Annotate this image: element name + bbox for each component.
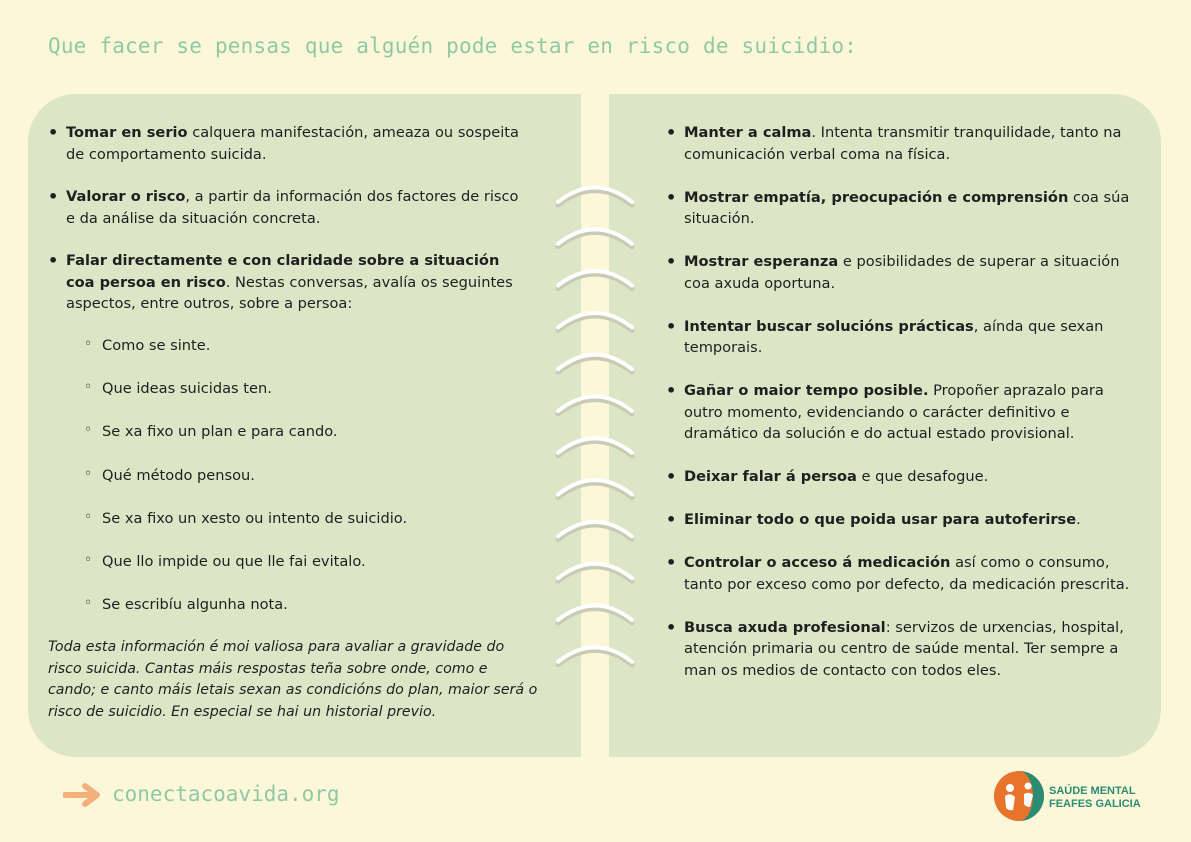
right-panel [609, 94, 1161, 757]
list-item: • Tomar en serio calquera manifestación, ameaza ou sospeita de comportamento suicida. [48, 122, 523, 165]
list-item: • Intentar buscar solucións prácticas, aínda que sexan temporais. [666, 316, 1136, 359]
left-panel [28, 94, 581, 757]
binding-ring [558, 397, 632, 415]
list-item: • Manter a calma. Intenta transmitir tranquilidade, tanto na comunicación verbal coma na física. [666, 122, 1136, 165]
binding-ring [558, 438, 632, 456]
binding-ring [558, 564, 632, 582]
binding-ring [558, 647, 632, 665]
page-title: Que facer se pensas que alguén pode estar en risco de suicidio: [48, 34, 858, 58]
feafes-logo-icon [993, 770, 1045, 822]
list-item: • Mostrar esperanza e posibilidades de superar a situación coa axuda oportuna. [666, 251, 1136, 294]
binding-ring [558, 271, 632, 289]
list-item: • Busca axuda profesional: servizos de urxencias, hospital, atención primaria ou centro de saúde mental. Ter sempre a man os medios de contacto con todos eles. [666, 617, 1136, 682]
sublist-item: ◦ Qué método pensou. [84, 465, 514, 508]
logo-line1: SAÚDE MENTAL [1049, 785, 1136, 797]
binding-ring [558, 313, 632, 331]
binding-ring [558, 522, 632, 540]
arrow-right-icon [63, 782, 101, 808]
note-text: Toda esta información é moi valiosa para avaliar a gravidade do risco suicida. Cantas máis respostas teña sobre onde, como e cando; e canto máis letais sexan as condicións do plan, maior será o risco de suicidio. En especial se hai un historial previo. [48, 639, 538, 721]
binding-ring [558, 355, 632, 373]
left-list [48, 122, 523, 336]
list-item: • Eliminar todo o que poida usar para autoferirse. [666, 509, 1136, 531]
spiral-binding [553, 178, 637, 678]
list-item: • Mostrar empatía, preocupación e comprensión coa súa situación. [666, 187, 1136, 230]
binding-ring [558, 480, 632, 498]
sublist-item: ◦ Se xa fixo un xesto ou intento de suicidio. [84, 508, 514, 551]
right-list [666, 122, 1136, 703]
spiral-rings-icon [553, 178, 637, 678]
binding-ring [558, 188, 632, 206]
sublist-item: ◦ Se xa fixo un plan e para cando. [84, 421, 514, 464]
sublist-item: ◦ Como se sinte. [84, 335, 514, 378]
list-item: • Controlar o acceso á medicación así como o consumo, tanto por exceso como por defecto, da medicación prescrita. [666, 552, 1136, 595]
sublist-item: ◦ Se escribíu algunha nota. [84, 594, 514, 637]
list-item: • Deixar falar á persoa e que desafogue. [666, 466, 1136, 488]
list-item: • Gañar o maior tempo posible. Propoñer aprazalo para outro momento, evidenciando o carácter definitivo e dramático da solución e do actual estado provisional. [666, 380, 1136, 445]
binding-ring [558, 229, 632, 247]
list-item: • Falar directamente e con claridade sobre a situación coa persoa en risco. Nestas conversas, avalía os seguintes aspectos, entre outros, sobre a persoa: [48, 250, 523, 315]
aspects-sublist [84, 335, 514, 637]
sublist-item: ◦ Que ideas suicidas ten. [84, 378, 514, 421]
binding-ring [558, 606, 632, 624]
logo-line2: FEAFES GALICIA [1049, 798, 1141, 810]
sublist-item: ◦ Que llo impide ou que lle fai evitalo. [84, 551, 514, 594]
website-link[interactable]: conectacoavida.org [112, 782, 340, 806]
feafes-logo [993, 770, 1153, 822]
list-item: • Valorar o risco, a partir da información dos factores de risco e da análise da situación concreta. [48, 186, 523, 229]
